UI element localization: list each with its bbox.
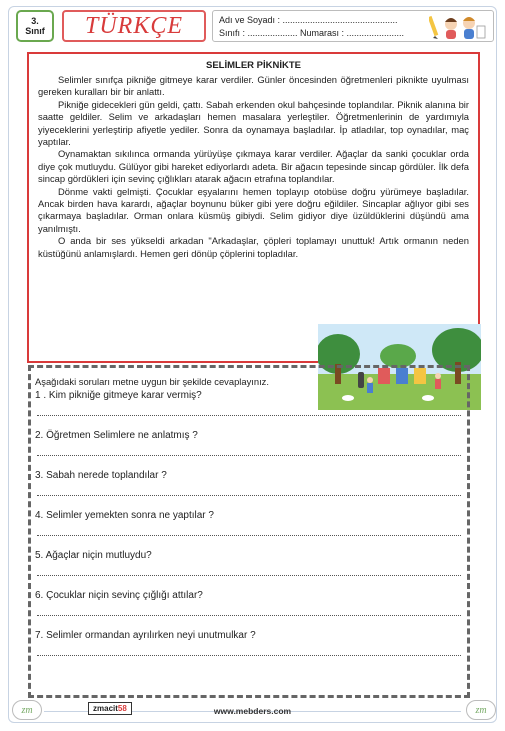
answer-line-1[interactable] [37,402,461,416]
story-paragraph: Oynamaktan sıkılınca ormanda yürüyüşe çıkmaya karar verdiler. Ağaçlar da sanki çocuklar orda diye çok mutluydu. Gülüyor gibi hareket ediyorlardı adeta. Bir ağacın tepesinde sincap gördüler. İlk defa sincap gördükleri için sevinç çığlıkları atarak ağacın etrafına toplandılar. [38,148,469,185]
answer-line-6[interactable] [37,602,461,616]
subject-title: TÜRKÇE [84,12,183,39]
story-paragraph: Pikniğe gidecekleri gün geldi, çattı. Sabah erkenden okul bahçesinde toplandılar. Piknik alanına bir saatte geldiler. Selim ve arkadaşları hemen masalara yerleştiler. Öğretmenlerinin de yardımıyla yiyeceklerini yerleştirip afiyetle yediler. Sonra da oynamaya başladılar. İp atladılar, top oynadılar, maç yaptılar. [38,98,469,148]
subject-title-box [62,10,206,42]
footer-url[interactable]: www.mebders.com [213,706,292,716]
question-5: 5. Ağaçlar niçin mutluydu? [35,550,152,561]
story-paragraph: O anda bir ses yükseldi arkadan "Arkadaşlar, çöpleri toplamayı unuttuk! Artık ormanın neden küstüğünü anlamışlardı. Hemen geri dönüp çöplerini topladılar. [38,235,469,259]
class-number-field[interactable]: Sınıfı : .................... Numarası : ....................... [219,28,405,38]
footer-logo-right: zm [466,700,496,720]
question-4: 4. Selimler yemekten sonra ne yaptılar ? [35,510,214,521]
questions-box [28,365,470,698]
question-7: 7. Selimler ormandan ayrılırken neyi unutmulkar ? [35,630,256,641]
grade-label: Sınıf [25,26,45,36]
footer-code-prefix: zmacit [93,704,118,713]
grade-badge [16,10,54,42]
question-1: 1 . Kim pikniğe gitmeye karar vermiş? [35,390,202,401]
question-6: 6. Çocuklar niçin sevinç çığlığı attılar? [35,590,203,601]
answer-line-3[interactable] [37,482,461,496]
kids-pencil-icon [429,12,487,40]
answer-line-7[interactable] [37,642,461,656]
story-box [27,52,480,363]
footer-logo-left: zm [12,700,42,720]
question-2: 2. Öğretmen Selimlere ne anlatmış ? [35,430,198,441]
story-paragraph: Selimler sınıfça pikniğe gitmeye karar verdiler. Günler öncesinden öğretmenleri piknikte uyulması gereken kuralları bir bir anlattı. [38,74,469,98]
answer-line-4[interactable] [37,522,461,536]
student-info-box [212,10,494,42]
story-paragraph: Dönme vakti gelmişti. Çocuklar eşyalarını hemen toplayıp otobüse doğru yürümeye başladılar. Ancak birden hava karardı, ağaçlar boynunu büker gibi yere doğru eğildiler. Sincaplar ağlıyor gibi ses çıkarmaya başladılar. Orman onlara küsmüş gibiydi. Selim gidiyor diye üzüldüklerini düşündü ama yanılmıştı. [38,185,469,234]
footer-code-number: 58 [117,704,127,713]
name-field[interactable]: Adı ve Soyadı : .............................................. [219,15,398,25]
questions-intro: Aşağıdaki soruları metne uygun bir şekilde cevaplayınız. [35,376,269,387]
answer-line-2[interactable] [37,442,461,456]
answer-line-5[interactable] [37,562,461,576]
question-3: 3. Sabah nerede toplandılar ? [35,470,167,481]
story-title: SELİMLER PİKNİKTE [205,60,301,71]
grade-number: 3. [31,16,39,26]
